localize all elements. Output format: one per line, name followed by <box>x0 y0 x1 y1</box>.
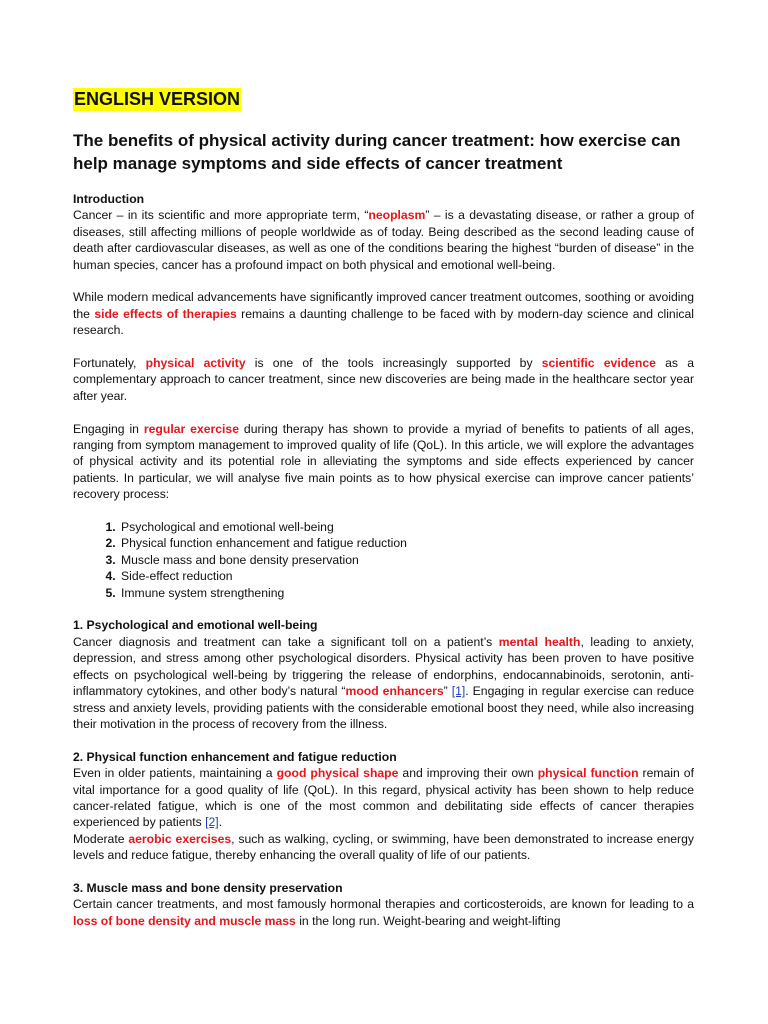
document-body <box>73 88 694 946</box>
section-3-heading: 3. Muscle mass and bone density preservation <box>73 880 343 895</box>
section-2-heading: 2. Physical function enhancement and fatigue reduction <box>73 749 397 764</box>
highlight-term: physical function <box>537 766 639 781</box>
list-item: 3. Muscle mass and bone density preservation <box>119 552 694 568</box>
intro-heading: Introduction <box>73 192 145 206</box>
reference-link-2[interactable]: [2] <box>205 815 219 830</box>
intro-paragraph-1: Cancer – in its scientific and more appropriate term, “neoplasm” – is a devastating disease, or rather a group of diseases, still affecting millions of people worldwide as of today. Being described as the second leading cause of death after cardiovascular diseases, as well as one of the conditions bearing the highest “burden of disease” in the human species, cancer has a profound impact on both physical and emotional well-being. <box>73 208 694 272</box>
section-2-paragraph-1: Even in older patients, maintaining a good physical shape and improving their own physical function remain of vital importance for a good quality of life (QoL). In this regard, physical activity has been shown to help reduce cancer-related fatigue, which is one of the most common and debilitating side effects of cancer therapies experienced by patients [2]. <box>73 766 694 830</box>
language-banner: ENGLISH VERSION <box>74 89 241 109</box>
intro-paragraph-3: Fortunately, physical activity is one of the tools increasingly supported by scientific evidence as a complementary approach to cancer treatment, since new discoveries are being made in the healthcare sector year after year. <box>73 356 694 403</box>
section-1-heading: 1. Psychological and emotional well-being <box>73 618 318 633</box>
highlight-term: side effects of therapies <box>94 306 237 321</box>
highlight-term: mental health <box>498 634 581 649</box>
list-item: 2. Physical function enhancement and fatigue reduction <box>119 535 694 551</box>
benefit-points-list <box>73 519 694 601</box>
section-2-paragraph-2: Moderate aerobic exercises, such as walking, cycling, or swimming, have been demonstrated to increase energy levels and reduce fatigue, thereby enhancing the overall quality of life of our patients. <box>73 831 694 863</box>
intro-paragraph-4: Engaging in regular exercise during therapy has shown to provide a myriad of benefits to patients of all ages, ranging from symptom management to improved quality of life (QoL). In this article, we will explore the advantages of physical activity and its potential role in alleviating the symptoms and side effects experienced by cancer patients. In particular, we will analyse five main points as to how physical exercise can improve cancer patients’ recovery process: <box>73 421 695 502</box>
list-item: 4. Side-effect reduction <box>119 568 694 584</box>
list-item: 1. Psychological and emotional well-being <box>119 519 694 535</box>
reference-link-1[interactable]: [1] <box>451 684 466 699</box>
highlight-term: good physical shape <box>276 766 399 781</box>
highlight-term: aerobic exercises <box>128 831 232 846</box>
highlight-term: mood enhancers <box>345 684 444 699</box>
highlight-term: scientific evidence <box>541 356 656 371</box>
highlight-term: regular exercise <box>143 421 239 436</box>
section-1-paragraph: Cancer diagnosis and treatment can take a significant toll on a patient’s mental health, leading to anxiety, depression, and stress among other psychological disorders. Physical activity has been proven to have positive effects on psychological well-being by triggering the release of endorphins, endocannabinoids, serotonin, anti-inflammatory cytokines, and other body’s natural “mood enhancers” [1]. Engaging in regular exercise can reduce stress and anxiety levels, providing patients with the considerable emotional boost they need, while also increasing their motivation in the process of recovery from the illness. <box>73 634 695 731</box>
highlight-term: neoplasm <box>368 208 426 223</box>
article-title: The benefits of physical activity during cancer treatment: how exercise can help manage symptoms and side effects of cancer treatment <box>73 131 681 173</box>
list-item: 5. Immune system strengthening <box>119 585 694 601</box>
section-3-paragraph: Certain cancer treatments, and most famously hormonal therapies and corticosteroids, are known for leading to a loss of bone density and muscle mass in the long run. Weight-bearing and weight-lifting <box>73 897 694 928</box>
highlight-term: loss of bone density and muscle mass <box>73 913 296 928</box>
intro-paragraph-2: While modern medical advancements have significantly improved cancer treatment outcomes, soothing or avoiding the side effects of therapies remains a daunting challenge to be faced with by modern-day science and clinical research. <box>73 290 694 338</box>
highlight-term: physical activity <box>145 356 246 371</box>
